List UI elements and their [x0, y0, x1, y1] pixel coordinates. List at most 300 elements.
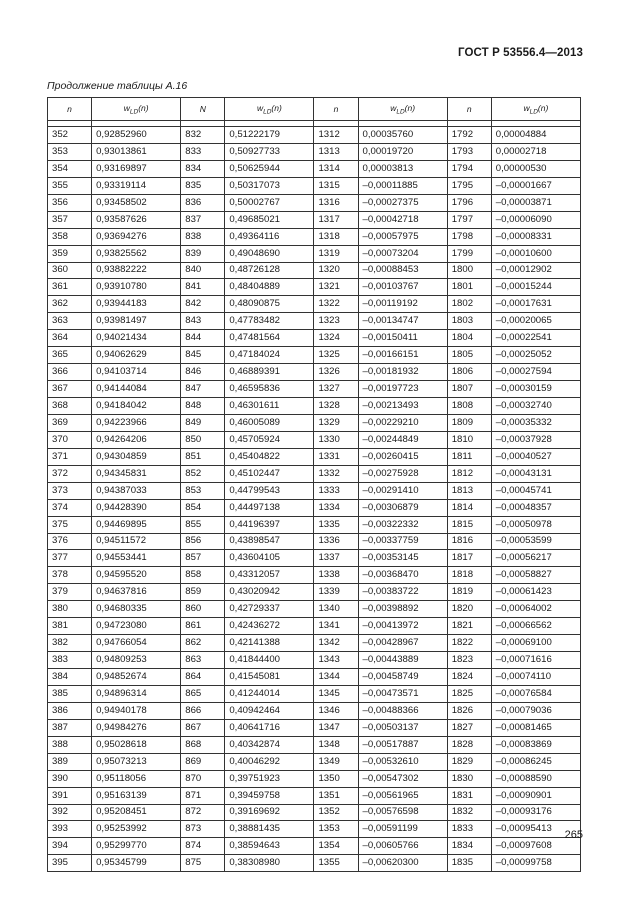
- coefficient-cell: 0,93910780: [92, 279, 181, 296]
- index-cell: 1795: [447, 177, 491, 194]
- coefficient-cell: –0,00037928: [491, 431, 580, 448]
- table-row: [48, 719, 581, 736]
- table-row: [48, 753, 581, 770]
- coefficient-cell: 0,49048690: [225, 245, 314, 262]
- table-row: [48, 804, 581, 821]
- index-cell: 837: [181, 211, 225, 228]
- coefficient-cell: –0,00020065: [491, 313, 580, 330]
- table-row: [48, 736, 581, 753]
- coefficient-cell: 0,50002767: [225, 194, 314, 211]
- index-cell: 867: [181, 719, 225, 736]
- coefficient-cell: –0,00181932: [358, 364, 447, 381]
- index-cell: 1330: [314, 431, 358, 448]
- column-header-5: $w_{LD}(n)$: [358, 98, 447, 121]
- table-row: [48, 533, 581, 550]
- standard-designation: ГОСТ Р 53556.4—2013: [458, 47, 583, 59]
- index-cell: 380: [48, 601, 92, 618]
- coefficient-cell: –0,00057975: [358, 228, 447, 245]
- coefficient-cell: 0,00002718: [491, 143, 580, 160]
- coefficient-cell: 0,43020942: [225, 584, 314, 601]
- coefficient-cell: –0,00088590: [491, 770, 580, 787]
- index-cell: 862: [181, 635, 225, 652]
- table-row: [48, 177, 581, 194]
- index-cell: 866: [181, 702, 225, 719]
- coefficient-cell: –0,00053599: [491, 533, 580, 550]
- coefficient-cell: 0,44497138: [225, 499, 314, 516]
- index-cell: 1823: [447, 652, 491, 669]
- coefficient-cell: 0,50625944: [225, 160, 314, 177]
- coefficient-cell: 0,41545081: [225, 669, 314, 686]
- index-cell: 1353: [314, 821, 358, 838]
- index-cell: 1793: [447, 143, 491, 160]
- coefficient-cell: 0,94345831: [92, 465, 181, 482]
- index-cell: 371: [48, 448, 92, 465]
- coefficient-cell: 0,50927733: [225, 143, 314, 160]
- index-cell: 365: [48, 347, 92, 364]
- index-cell: 1818: [447, 567, 491, 584]
- index-cell: 386: [48, 702, 92, 719]
- coefficient-cell: –0,00591199: [358, 821, 447, 838]
- table-row: [48, 431, 581, 448]
- index-cell: 377: [48, 550, 92, 567]
- coefficient-cell: –0,00073204: [358, 245, 447, 262]
- index-cell: 1326: [314, 364, 358, 381]
- index-cell: 835: [181, 177, 225, 194]
- coefficient-cell: 0,94184042: [92, 398, 181, 415]
- coefficient-cell: 0,42141388: [225, 635, 314, 652]
- index-cell: 356: [48, 194, 92, 211]
- index-cell: 1828: [447, 736, 491, 753]
- index-cell: 359: [48, 245, 92, 262]
- column-header-0: n: [48, 98, 92, 121]
- coefficient-cell: 0,40046292: [225, 753, 314, 770]
- index-cell: 1354: [314, 838, 358, 855]
- coefficient-cell: –0,00001667: [491, 177, 580, 194]
- index-cell: 1797: [447, 211, 491, 228]
- index-cell: 871: [181, 787, 225, 804]
- index-cell: 1825: [447, 685, 491, 702]
- coefficient-cell: 0,94144084: [92, 381, 181, 398]
- coefficient-cell: 0,93825562: [92, 245, 181, 262]
- index-cell: 367: [48, 381, 92, 398]
- coefficient-cell: –0,00058827: [491, 567, 580, 584]
- index-cell: 1808: [447, 398, 491, 415]
- coefficient-cell: –0,00050978: [491, 516, 580, 533]
- index-cell: 1333: [314, 482, 358, 499]
- index-cell: 361: [48, 279, 92, 296]
- index-cell: 836: [181, 194, 225, 211]
- index-cell: 369: [48, 414, 92, 431]
- index-cell: 1819: [447, 584, 491, 601]
- coefficient-cell: 0,94984276: [92, 719, 181, 736]
- coefficient-cell: –0,00532610: [358, 753, 447, 770]
- index-cell: 355: [48, 177, 92, 194]
- index-cell: 1799: [447, 245, 491, 262]
- coefficient-cell: –0,00150411: [358, 330, 447, 347]
- index-cell: 875: [181, 855, 225, 872]
- index-cell: 1805: [447, 347, 491, 364]
- table-row: [48, 652, 581, 669]
- index-cell: 1811: [447, 448, 491, 465]
- index-cell: 874: [181, 838, 225, 855]
- coefficient-cell: 0,00004884: [491, 127, 580, 144]
- index-cell: 1802: [447, 296, 491, 313]
- table-row: [48, 685, 581, 702]
- index-cell: 864: [181, 669, 225, 686]
- coefficient-cell: –0,00103767: [358, 279, 447, 296]
- index-cell: 849: [181, 414, 225, 431]
- index-cell: 1347: [314, 719, 358, 736]
- index-cell: 381: [48, 618, 92, 635]
- index-cell: 1338: [314, 567, 358, 584]
- coefficient-cell: –0,00056217: [491, 550, 580, 567]
- coefficient-cell: 0,38881435: [225, 821, 314, 838]
- index-cell: 392: [48, 804, 92, 821]
- coefficient-cell: 0,40942464: [225, 702, 314, 719]
- coefficient-cell: –0,00025052: [491, 347, 580, 364]
- index-cell: 1339: [314, 584, 358, 601]
- index-cell: 832: [181, 127, 225, 144]
- index-cell: 848: [181, 398, 225, 415]
- index-cell: 870: [181, 770, 225, 787]
- table-caption: Продолжение таблицы А.16: [47, 80, 188, 92]
- coefficient-cell: –0,00030159: [491, 381, 580, 398]
- index-cell: 389: [48, 753, 92, 770]
- coefficient-cell: 0,45705924: [225, 431, 314, 448]
- index-cell: 382: [48, 635, 92, 652]
- coefficient-cell: –0,00291410: [358, 482, 447, 499]
- coefficient-cell: 0,93458502: [92, 194, 181, 211]
- coefficient-cell: –0,00088453: [358, 262, 447, 279]
- index-cell: 1341: [314, 618, 358, 635]
- index-cell: 840: [181, 262, 225, 279]
- coefficient-cell: 0,93694276: [92, 228, 181, 245]
- coefficient-cell: 0,43604105: [225, 550, 314, 567]
- coefficient-cell: 0,38308980: [225, 855, 314, 872]
- coefficient-cell: 0,39169692: [225, 804, 314, 821]
- coefficient-cell: 0,48404889: [225, 279, 314, 296]
- column-header-3: $w_{LD}(n)$: [225, 98, 314, 121]
- coefficient-cell: 0,48090875: [225, 296, 314, 313]
- table-row: [48, 143, 581, 160]
- coefficient-cell: –0,00095413: [491, 821, 580, 838]
- table-row: [48, 821, 581, 838]
- coefficient-cell: 0,51222179: [225, 127, 314, 144]
- coefficient-cell: –0,00083869: [491, 736, 580, 753]
- coefficient-cell: –0,00017631: [491, 296, 580, 313]
- coefficient-cell: 0,94940178: [92, 702, 181, 719]
- coefficient-cell: 0,00035760: [358, 127, 447, 144]
- coefficient-cell: 0,94723080: [92, 618, 181, 635]
- table-row: [48, 838, 581, 855]
- coefficient-cell: 0,43312057: [225, 567, 314, 584]
- index-cell: 1337: [314, 550, 358, 567]
- table-row: [48, 211, 581, 228]
- coefficient-cell: 0,41244014: [225, 685, 314, 702]
- column-header-4: n: [314, 98, 358, 121]
- index-cell: 1316: [314, 194, 358, 211]
- index-cell: 1829: [447, 753, 491, 770]
- coefficient-cell: 0,93944183: [92, 296, 181, 313]
- coefficient-cell: 0,95253992: [92, 821, 181, 838]
- coefficient-cell: 0,94595520: [92, 567, 181, 584]
- table-row: [48, 347, 581, 364]
- table-row: [48, 296, 581, 313]
- index-cell: 1319: [314, 245, 358, 262]
- index-cell: 1807: [447, 381, 491, 398]
- index-cell: 1346: [314, 702, 358, 719]
- coefficient-cell: –0,00197723: [358, 381, 447, 398]
- index-cell: 1816: [447, 533, 491, 550]
- index-cell: 1813: [447, 482, 491, 499]
- coefficient-cell: –0,00074110: [491, 669, 580, 686]
- coefficient-cell: 0,49364116: [225, 228, 314, 245]
- coefficient-cell: 0,47783482: [225, 313, 314, 330]
- coefficient-cell: 0,43898547: [225, 533, 314, 550]
- index-cell: 1334: [314, 499, 358, 516]
- index-cell: 856: [181, 533, 225, 550]
- coefficient-cell: –0,00473571: [358, 685, 447, 702]
- index-cell: 843: [181, 313, 225, 330]
- coefficient-cell: –0,00620300: [358, 855, 447, 872]
- coefficient-cell: 0,41844400: [225, 652, 314, 669]
- index-cell: 1349: [314, 753, 358, 770]
- coefficient-cell: 0,47481564: [225, 330, 314, 347]
- table-row: [48, 516, 581, 533]
- table-row: [48, 228, 581, 245]
- coefficient-cell: 0,95118056: [92, 770, 181, 787]
- coefficient-cell: –0,00032740: [491, 398, 580, 415]
- table-row: [48, 127, 581, 144]
- index-cell: 1321: [314, 279, 358, 296]
- index-cell: 1817: [447, 550, 491, 567]
- table-row: [48, 482, 581, 499]
- index-cell: 1792: [447, 127, 491, 144]
- index-cell: 1329: [314, 414, 358, 431]
- index-cell: 1821: [447, 618, 491, 635]
- index-cell: 853: [181, 482, 225, 499]
- coefficient-cell: 0,40641716: [225, 719, 314, 736]
- coefficient-cell: –0,00097608: [491, 838, 580, 855]
- index-cell: 1344: [314, 669, 358, 686]
- table-row: [48, 770, 581, 787]
- index-cell: 352: [48, 127, 92, 144]
- coefficient-cell: 0,39751923: [225, 770, 314, 787]
- coefficient-cell: 0,39459758: [225, 787, 314, 804]
- table-row: [48, 364, 581, 381]
- index-cell: 1332: [314, 465, 358, 482]
- index-cell: 1343: [314, 652, 358, 669]
- index-cell: 1804: [447, 330, 491, 347]
- index-cell: 360: [48, 262, 92, 279]
- index-cell: 869: [181, 753, 225, 770]
- coefficient-cell: 0,94103714: [92, 364, 181, 381]
- index-cell: 393: [48, 821, 92, 838]
- coefficient-cell: –0,00076584: [491, 685, 580, 702]
- coefficient-cell: 0,93882222: [92, 262, 181, 279]
- coefficient-cell: –0,00428967: [358, 635, 447, 652]
- coefficient-cell: –0,00443889: [358, 652, 447, 669]
- table-row: [48, 550, 581, 567]
- index-cell: 850: [181, 431, 225, 448]
- index-cell: 358: [48, 228, 92, 245]
- index-cell: 391: [48, 787, 92, 804]
- coefficient-cell: –0,00006090: [491, 211, 580, 228]
- coefficient-cell: –0,00069100: [491, 635, 580, 652]
- coefficient-cell: 0,46301611: [225, 398, 314, 415]
- table-row: [48, 584, 581, 601]
- index-cell: 366: [48, 364, 92, 381]
- index-cell: 1327: [314, 381, 358, 398]
- index-cell: 851: [181, 448, 225, 465]
- coefficient-cell: –0,00010600: [491, 245, 580, 262]
- index-cell: 834: [181, 160, 225, 177]
- index-cell: 1803: [447, 313, 491, 330]
- coefficient-cell: –0,00081465: [491, 719, 580, 736]
- coefficient-cell: –0,00605766: [358, 838, 447, 855]
- coefficient-cell: 0,95208451: [92, 804, 181, 821]
- index-cell: 1315: [314, 177, 358, 194]
- index-cell: 1336: [314, 533, 358, 550]
- index-cell: 379: [48, 584, 92, 601]
- coefficient-cell: –0,00061423: [491, 584, 580, 601]
- coefficient-cell: 0,94852674: [92, 669, 181, 686]
- coefficient-cell: 0,94809253: [92, 652, 181, 669]
- index-cell: 1830: [447, 770, 491, 787]
- index-cell: 860: [181, 601, 225, 618]
- index-cell: 1835: [447, 855, 491, 872]
- index-cell: 1806: [447, 364, 491, 381]
- coefficient-cell: –0,00488366: [358, 702, 447, 719]
- index-cell: 374: [48, 499, 92, 516]
- index-cell: 1355: [314, 855, 358, 872]
- coefficient-cell: –0,00035332: [491, 414, 580, 431]
- index-cell: 873: [181, 821, 225, 838]
- coefficient-cell: –0,00045741: [491, 482, 580, 499]
- table-row: [48, 381, 581, 398]
- index-cell: 1322: [314, 296, 358, 313]
- index-cell: 841: [181, 279, 225, 296]
- coefficient-cell: –0,00398892: [358, 601, 447, 618]
- coefficient-cell: –0,00166151: [358, 347, 447, 364]
- coefficient-cell: –0,00086245: [491, 753, 580, 770]
- coefficient-cell: 0,94637816: [92, 584, 181, 601]
- index-cell: 1820: [447, 601, 491, 618]
- index-cell: 1832: [447, 804, 491, 821]
- coefficient-cell: 0,44196397: [225, 516, 314, 533]
- table-row: [48, 499, 581, 516]
- index-cell: 1834: [447, 838, 491, 855]
- coefficient-cell: –0,00042718: [358, 211, 447, 228]
- table-row: [48, 398, 581, 415]
- index-cell: 1317: [314, 211, 358, 228]
- coefficient-cell: 0,95345799: [92, 855, 181, 872]
- index-cell: 852: [181, 465, 225, 482]
- coefficient-cell: –0,00134747: [358, 313, 447, 330]
- coefficient-cell: –0,00090901: [491, 787, 580, 804]
- table-row: [48, 465, 581, 482]
- coefficient-cell: –0,00119192: [358, 296, 447, 313]
- index-cell: 1328: [314, 398, 358, 415]
- index-cell: 833: [181, 143, 225, 160]
- index-cell: 844: [181, 330, 225, 347]
- index-cell: 855: [181, 516, 225, 533]
- coefficient-cell: 0,42729337: [225, 601, 314, 618]
- coefficient-cell: 0,45404822: [225, 448, 314, 465]
- coefficient-cell: –0,00561965: [358, 787, 447, 804]
- index-cell: 1833: [447, 821, 491, 838]
- index-cell: 838: [181, 228, 225, 245]
- coefficient-cell: 0,42436272: [225, 618, 314, 635]
- index-cell: 839: [181, 245, 225, 262]
- coefficient-cell: –0,00260415: [358, 448, 447, 465]
- index-cell: 373: [48, 482, 92, 499]
- coefficient-cell: 0,93319114: [92, 177, 181, 194]
- coefficient-cell: 0,46005089: [225, 414, 314, 431]
- table-row: [48, 702, 581, 719]
- coefficient-cell: –0,00322332: [358, 516, 447, 533]
- coefficient-cell: 0,46595836: [225, 381, 314, 398]
- coefficient-cell: 0,92852960: [92, 127, 181, 144]
- coefficient-cell: –0,00003871: [491, 194, 580, 211]
- coefficient-cell: 0,46889391: [225, 364, 314, 381]
- index-cell: 394: [48, 838, 92, 855]
- index-cell: 854: [181, 499, 225, 516]
- index-cell: 375: [48, 516, 92, 533]
- coefficient-cell: 0,48726128: [225, 262, 314, 279]
- coefficient-cell: –0,00383722: [358, 584, 447, 601]
- index-cell: 1340: [314, 601, 358, 618]
- index-cell: 847: [181, 381, 225, 398]
- coefficient-table: [47, 97, 581, 872]
- table-row: [48, 448, 581, 465]
- index-cell: 1325: [314, 347, 358, 364]
- coefficient-cell: –0,00027594: [491, 364, 580, 381]
- index-cell: 390: [48, 770, 92, 787]
- index-cell: 383: [48, 652, 92, 669]
- table-header-row: [48, 98, 581, 121]
- coefficient-cell: –0,00027375: [358, 194, 447, 211]
- table-row: [48, 160, 581, 177]
- coefficient-cell: 0,00019720: [358, 143, 447, 160]
- coefficient-cell: 0,95073213: [92, 753, 181, 770]
- index-cell: 1323: [314, 313, 358, 330]
- coefficient-cell: 0,94223966: [92, 414, 181, 431]
- coefficient-cell: 0,50317073: [225, 177, 314, 194]
- coefficient-cell: –0,00547302: [358, 770, 447, 787]
- column-header-7: $w_{LD}(n)$: [491, 98, 580, 121]
- coefficient-cell: 0,40342874: [225, 736, 314, 753]
- index-cell: 1350: [314, 770, 358, 787]
- index-cell: 1794: [447, 160, 491, 177]
- page-number: 265: [564, 829, 583, 841]
- table-row: [48, 635, 581, 652]
- column-header-2: N: [181, 98, 225, 121]
- index-cell: 1815: [447, 516, 491, 533]
- table-row: [48, 414, 581, 431]
- index-cell: 1831: [447, 787, 491, 804]
- index-cell: 1324: [314, 330, 358, 347]
- index-cell: 1796: [447, 194, 491, 211]
- coefficient-cell: 0,95028618: [92, 736, 181, 753]
- index-cell: 1814: [447, 499, 491, 516]
- index-cell: 1314: [314, 160, 358, 177]
- coefficient-cell: –0,00244849: [358, 431, 447, 448]
- coefficient-cell: –0,00275928: [358, 465, 447, 482]
- coefficient-cell: –0,00229210: [358, 414, 447, 431]
- coefficient-cell: –0,00066562: [491, 618, 580, 635]
- index-cell: 859: [181, 584, 225, 601]
